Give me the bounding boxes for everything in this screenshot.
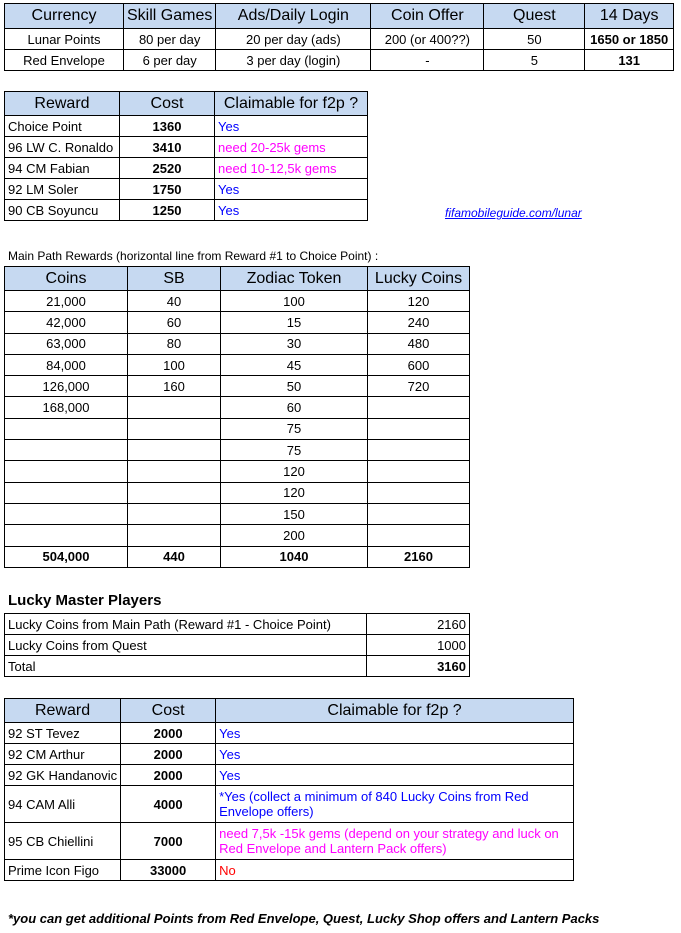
totals-row: [5, 546, 470, 567]
table-cell: 100: [128, 354, 221, 375]
table-cell: Choice Point: [5, 116, 120, 137]
table-cell: 7000: [121, 823, 216, 860]
table-row: [5, 354, 470, 375]
table-row: [5, 823, 574, 860]
table-cell: [368, 440, 470, 461]
table-cell: need 10-12,5k gems: [215, 158, 368, 179]
column-header: Currency: [5, 4, 124, 29]
lucky-coins-summary-table: [4, 613, 470, 677]
table-cell: 120: [221, 461, 368, 482]
table-cell: 75: [221, 418, 368, 439]
table-cell: 33000: [121, 860, 216, 881]
table-cell: 50: [221, 376, 368, 397]
table-row: [5, 503, 470, 524]
footnote: *you can get additional Points from Red Envelope, Quest, Lucky Shop offers and Lantern Packs: [8, 911, 600, 926]
table-cell: 3410: [120, 137, 215, 158]
table-cell: 20 per day (ads): [216, 29, 371, 50]
table-cell: 42,000: [5, 312, 128, 333]
table-cell: *Yes (collect a minimum of 840 Lucky Coins from Red Envelope offers): [216, 786, 574, 823]
table-cell: 60: [128, 312, 221, 333]
table-cell: 95 CB Chiellini: [5, 823, 121, 860]
table-cell: Total: [5, 656, 367, 677]
table-cell: 92 GK Handanovic: [5, 765, 121, 786]
column-header: Ads/Daily Login: [216, 4, 371, 29]
table-header-row: [5, 92, 368, 116]
table-cell: 80: [128, 333, 221, 354]
table-cell: 1750: [120, 179, 215, 200]
table-row: [5, 482, 470, 503]
table-header-row: [5, 4, 674, 29]
table-cell: [5, 418, 128, 439]
column-header: Quest: [484, 4, 585, 29]
table-cell: 92 ST Tevez: [5, 723, 121, 744]
main-path-caption: Main Path Rewards (horizontal line from Reward #1 to Choice Point) :: [8, 249, 379, 263]
table-row: [5, 291, 470, 312]
table-cell: Yes: [215, 116, 368, 137]
table-cell: Yes: [216, 723, 574, 744]
table-row: [5, 440, 470, 461]
table-cell: 4000: [121, 786, 216, 823]
table-cell: need 20-25k gems: [215, 137, 368, 158]
table-cell: 600: [368, 354, 470, 375]
table-cell: 63,000: [5, 333, 128, 354]
table-row: [5, 179, 368, 200]
table-cell: [5, 482, 128, 503]
table-cell: 1650 or 1850: [585, 29, 674, 50]
table-cell: No: [216, 860, 574, 881]
table-cell: [128, 503, 221, 524]
table-cell: [128, 525, 221, 546]
total-cell: 440: [128, 546, 221, 567]
table-row: [5, 461, 470, 482]
column-header: Coin Offer: [371, 4, 484, 29]
table-cell: 96 LW C. Ronaldo: [5, 137, 120, 158]
total-cell: 2160: [368, 546, 470, 567]
lucky-reward-table: [4, 698, 574, 881]
table-row: [5, 376, 470, 397]
table-cell: Yes: [216, 744, 574, 765]
table-cell: Yes: [215, 179, 368, 200]
table-row: [5, 50, 674, 71]
table-cell: 21,000: [5, 291, 128, 312]
table-row: [5, 418, 470, 439]
table-cell: need 7,5k -15k gems (depend on your strategy and luck on Red Envelope and Lantern Pack offers): [216, 823, 574, 860]
table-cell: 50: [484, 29, 585, 50]
table-cell: [368, 397, 470, 418]
table-cell: 126,000: [5, 376, 128, 397]
table-row: [5, 635, 470, 656]
table-cell: 1000: [367, 635, 470, 656]
column-header: Reward: [5, 92, 120, 116]
table-header-row: [5, 699, 574, 723]
table-cell: [5, 440, 128, 461]
table-cell: 2000: [121, 765, 216, 786]
table-cell: 240: [368, 312, 470, 333]
table-row: [5, 158, 368, 179]
table-cell: 1250: [120, 200, 215, 221]
table-row: [5, 333, 470, 354]
table-cell: 100: [221, 291, 368, 312]
table-cell: [128, 440, 221, 461]
table-cell: 15: [221, 312, 368, 333]
table-cell: -: [371, 50, 484, 71]
table-cell: 92 CM Arthur: [5, 744, 121, 765]
column-header: Zodiac Token: [221, 267, 368, 291]
table-row: [5, 116, 368, 137]
table-cell: 168,000: [5, 397, 128, 418]
table-cell: Lucky Coins from Quest: [5, 635, 367, 656]
table-cell: 60: [221, 397, 368, 418]
table-cell: 6 per day: [124, 50, 216, 71]
table-cell: 720: [368, 376, 470, 397]
table-cell: [5, 503, 128, 524]
column-header: Coins: [5, 267, 128, 291]
table-cell: 131: [585, 50, 674, 71]
table-cell: [5, 461, 128, 482]
table-cell: 40: [128, 291, 221, 312]
table-row: [5, 765, 574, 786]
total-cell: 504,000: [5, 546, 128, 567]
column-header: Skill Games: [124, 4, 216, 29]
table-row: [5, 656, 470, 677]
column-header: SB: [128, 267, 221, 291]
table-cell: 94 CAM Alli: [5, 786, 121, 823]
table-cell: Prime Icon Figo: [5, 860, 121, 881]
total-cell: 1040: [221, 546, 368, 567]
table-cell: [5, 525, 128, 546]
table-cell: [368, 503, 470, 524]
table-row: [5, 723, 574, 744]
table-cell: 200 (or 400??): [371, 29, 484, 50]
table-cell: [128, 418, 221, 439]
table-row: [5, 614, 470, 635]
table-cell: [368, 461, 470, 482]
table-cell: [368, 482, 470, 503]
table-cell: 5: [484, 50, 585, 71]
table-cell: 2160: [367, 614, 470, 635]
table-row: [5, 200, 368, 221]
table-cell: 30: [221, 333, 368, 354]
guide-link[interactable]: fifamobileguide.com/lunar: [445, 206, 582, 220]
lunar-reward-table: [4, 91, 368, 221]
table-cell: 92 LM Soler: [5, 179, 120, 200]
table-cell: 80 per day: [124, 29, 216, 50]
table-cell: 94 CM Fabian: [5, 158, 120, 179]
table-cell: 3 per day (login): [216, 50, 371, 71]
table-cell: 2520: [120, 158, 215, 179]
table-row: [5, 744, 574, 765]
table-cell: 2000: [121, 744, 216, 765]
table-row: [5, 29, 674, 50]
table-cell: 75: [221, 440, 368, 461]
table-cell: 2000: [121, 723, 216, 744]
section-title: Lucky Master Players: [8, 592, 162, 609]
table-row: [5, 312, 470, 333]
table-header-row: [5, 267, 470, 291]
table-cell: [128, 397, 221, 418]
table-cell: 480: [368, 333, 470, 354]
table-cell: 150: [221, 503, 368, 524]
column-header: Cost: [121, 699, 216, 723]
table-cell: Lucky Coins from Main Path (Reward #1 - Choice Point): [5, 614, 367, 635]
table-cell: [368, 418, 470, 439]
table-cell: 120: [221, 482, 368, 503]
table-cell: [128, 461, 221, 482]
table-cell: Lunar Points: [5, 29, 124, 50]
table-row: [5, 397, 470, 418]
column-header: Claimable for f2p ?: [215, 92, 368, 116]
table-cell: Yes: [215, 200, 368, 221]
table-cell: 45: [221, 354, 368, 375]
table-cell: 1360: [120, 116, 215, 137]
table-cell: Red Envelope: [5, 50, 124, 71]
currency-table: [4, 3, 674, 71]
column-header: 14 Days: [585, 4, 674, 29]
table-cell: 84,000: [5, 354, 128, 375]
table-cell: 120: [368, 291, 470, 312]
table-cell: [368, 525, 470, 546]
table-cell: Yes: [216, 765, 574, 786]
table-row: [5, 786, 574, 823]
column-header: Cost: [120, 92, 215, 116]
table-row: [5, 137, 368, 158]
table-cell: 200: [221, 525, 368, 546]
table-cell: 160: [128, 376, 221, 397]
table-cell: 3160: [367, 656, 470, 677]
table-cell: [128, 482, 221, 503]
column-header: Claimable for f2p ?: [216, 699, 574, 723]
column-header: Reward: [5, 699, 121, 723]
table-row: [5, 860, 574, 881]
main-path-table: [4, 266, 470, 568]
table-row: [5, 525, 470, 546]
column-header: Lucky Coins: [368, 267, 470, 291]
table-cell: 90 CB Soyuncu: [5, 200, 120, 221]
